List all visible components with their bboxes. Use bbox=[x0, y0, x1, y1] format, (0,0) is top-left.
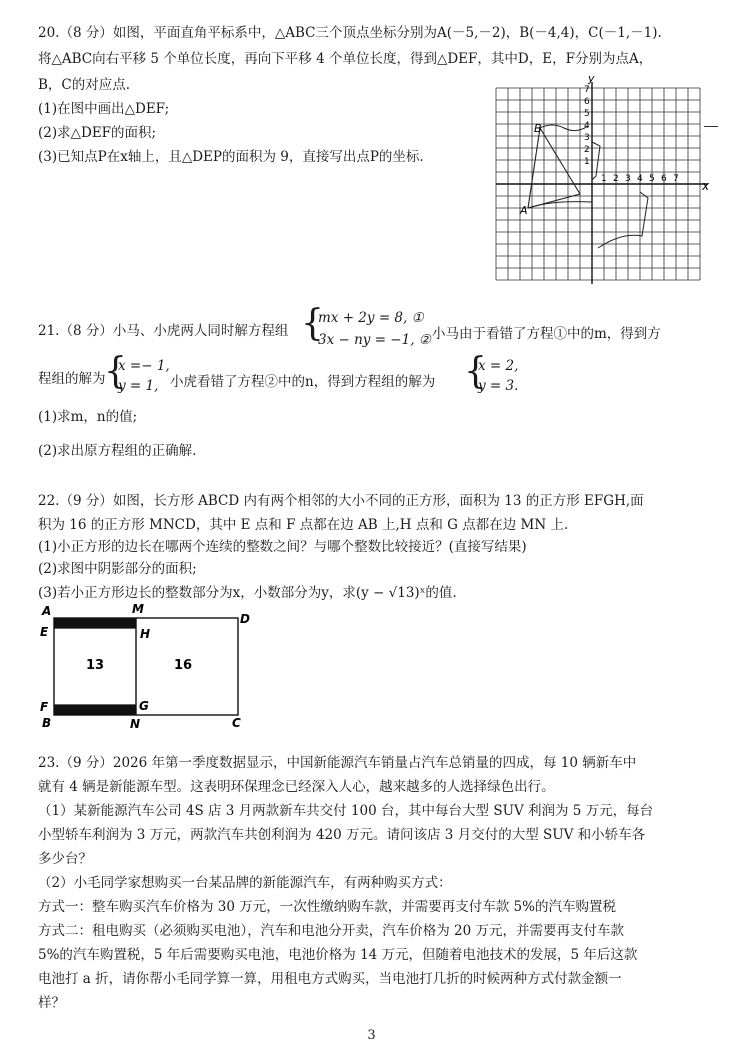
q21-sol1-brace: { bbox=[104, 351, 127, 392]
q22-part1: (1)小正方形的边长在哪两个连续的整数之间？与哪个整数比较接近？(直接写结果) bbox=[38, 539, 527, 555]
q23-line2: 就有 4 辆是新能源车型。这表明环保理念已经深入人心，越来越多的人选择绿色出行。 bbox=[38, 779, 555, 795]
area-large-label: 16 bbox=[174, 658, 193, 673]
shaded-top bbox=[54, 618, 136, 628]
q21-eq2: 3x − ny = −1, ② bbox=[318, 332, 431, 348]
q21-eq1: mx + 2y = 8, ① bbox=[318, 310, 424, 326]
q22-part2: (2)求图中阴影部分的面积; bbox=[38, 561, 197, 577]
q21-system-brace: { bbox=[301, 303, 324, 344]
x-axis-label: x bbox=[702, 179, 710, 193]
q23-line5: 多少台？ bbox=[38, 851, 92, 867]
vertex-c: C bbox=[232, 716, 241, 730]
point-b-label: B bbox=[534, 122, 542, 135]
q22-part3: (3)若小正方形边长的整数部分为x，小数部分为y，求(y − √13)ˣ的值. bbox=[38, 585, 457, 601]
coordinate-grid bbox=[492, 72, 722, 290]
q23-line3: （1）某新能源汽车公司 4S 店 3 月两款新车共交付 100 台，其中每台大型 SUV 利润为 5 万元，每台 bbox=[38, 803, 654, 819]
x-tick-label: 4 bbox=[637, 174, 643, 184]
handwritten-line-b bbox=[540, 125, 588, 131]
q23-line10: 电池打 a 折，请你帮小毛同学算一算，用租电方式购买，当电池打几折的时候两种方式付款金额一 bbox=[38, 971, 622, 987]
q21-part2: (2)求出原方程组的正确解. bbox=[38, 443, 197, 459]
q20-part3: (3)已知点P在x轴上，且△DEP的面积为 9，直接写出点P的坐标. bbox=[38, 149, 424, 165]
vertex-g: G bbox=[139, 699, 149, 713]
vertex-a: A bbox=[42, 604, 52, 618]
y-tick-label: 4 bbox=[584, 121, 590, 131]
x-tick-label: 5 bbox=[649, 174, 655, 184]
q21-prefix: 21.（8 分）小马、小虎两人同时解方程组 bbox=[38, 323, 289, 339]
q23-line9: 5%的汽车购置税，5 年后需要购买电池，电池价格为 14 万元，但随着电池技术的发展，5 年后这款 bbox=[38, 947, 638, 963]
q21-sol1-a: x =− 1, bbox=[118, 358, 170, 374]
x-tick-label: 7 bbox=[673, 174, 679, 184]
q21-sol2-b: y = 3. bbox=[478, 378, 519, 394]
y-tick-label: 5 bbox=[584, 109, 590, 119]
y-tick-label: 7 bbox=[584, 85, 590, 95]
q21-line2-mid: 小虎看错了方程②中的n，得到方程组的解为 bbox=[170, 374, 436, 390]
q20-line1: 20.（8 分）如图，平面直角平标系中，△ABC三个顶点坐标分别为A(－5,－2)，B(－4,4)，C(－1,－1). bbox=[38, 25, 662, 41]
q21-line2-pre: 程组的解为 bbox=[38, 371, 106, 387]
area-small-label: 13 bbox=[86, 658, 105, 673]
q20-line3: B，C的对应点. bbox=[38, 77, 131, 93]
margin-mark bbox=[704, 126, 718, 127]
x-tick-label: 1 bbox=[601, 174, 607, 184]
q20-part1: (1)在图中画出△DEF; bbox=[38, 101, 170, 117]
point-a-label: A bbox=[520, 204, 528, 217]
page-number: 3 bbox=[367, 1028, 376, 1043]
q23-line7: 方式一：整车购买汽车价格为 30 万元，一次性缴纳购车款，并需要再支付车款 5%的汽车购置税 bbox=[38, 899, 616, 915]
q20-part2: (2)求△DEF的面积; bbox=[38, 125, 157, 141]
q23-line4: 小型轿车利润为 3 万元，两款汽车共创利润为 420 万元。请问该店 3 月交付的大型 SUV 和小轿车各 bbox=[38, 827, 646, 843]
y-axis-label: y bbox=[588, 72, 595, 85]
q21-sol1-b: y = 1, bbox=[118, 378, 159, 394]
q21-sol2-a: x = 2, bbox=[478, 358, 519, 374]
q22-line1: 22.（9 分）如图，长方形 ABCD 内有两个相邻的大小不同的正方形，面积为 13 的正方形 EFGH,面 bbox=[38, 493, 644, 509]
q23-line1: 23.（9 分）2026 年第一季度数据显示，中国新能源汽车销量占汽车总销量的四成，每 10 辆新车中 bbox=[38, 755, 637, 771]
rectangle-figure bbox=[36, 600, 266, 730]
handwritten-line-a bbox=[528, 202, 592, 208]
vertex-e: E bbox=[40, 625, 49, 639]
y-tick-label: 6 bbox=[584, 97, 590, 107]
vertex-f: F bbox=[40, 700, 49, 714]
q20-line2: 将△ABC向右平移 5 个单位长度，再向下平移 4 个单位长度，得到△DEF，其中D，E，F分别为点A， bbox=[38, 51, 653, 67]
vertex-d: D bbox=[240, 612, 250, 626]
q23-line11: 样？ bbox=[38, 995, 65, 1011]
vertex-m: M bbox=[132, 602, 144, 616]
q21-suffix: 小马由于看错了方程①中的m，得到方 bbox=[432, 326, 661, 342]
vertex-n: N bbox=[130, 717, 141, 731]
x-tick-label: 2 bbox=[613, 174, 619, 184]
vertex-h: H bbox=[140, 627, 151, 641]
x-tick-label: 6 bbox=[661, 174, 667, 184]
q23-line8: 方式二：租电购买（必须购买电池），汽车和电池分开卖，汽车价格为 20 万元，并需要再支付车款 bbox=[38, 923, 625, 939]
y-tick-label: 1 bbox=[584, 157, 590, 167]
q21-part1: (1)求m，n的值; bbox=[38, 409, 138, 425]
q22-line2: 积为 16 的正方形 MNCD，其中 E 点和 F 点都在边 AB 上,H 点和 G 点都在边 MN 上. bbox=[38, 517, 569, 533]
shaded-bottom bbox=[54, 705, 136, 715]
y-tick-label: 3 bbox=[584, 133, 590, 143]
vertex-b: B bbox=[42, 716, 52, 730]
y-tick-label: 2 bbox=[584, 145, 590, 155]
q23-line6: （2）小毛同学家想购买一台某品牌的新能源汽车，有两种购买方式： bbox=[38, 875, 452, 891]
x-tick-label: 3 bbox=[625, 174, 631, 184]
q21-sol2-brace: { bbox=[464, 351, 487, 392]
